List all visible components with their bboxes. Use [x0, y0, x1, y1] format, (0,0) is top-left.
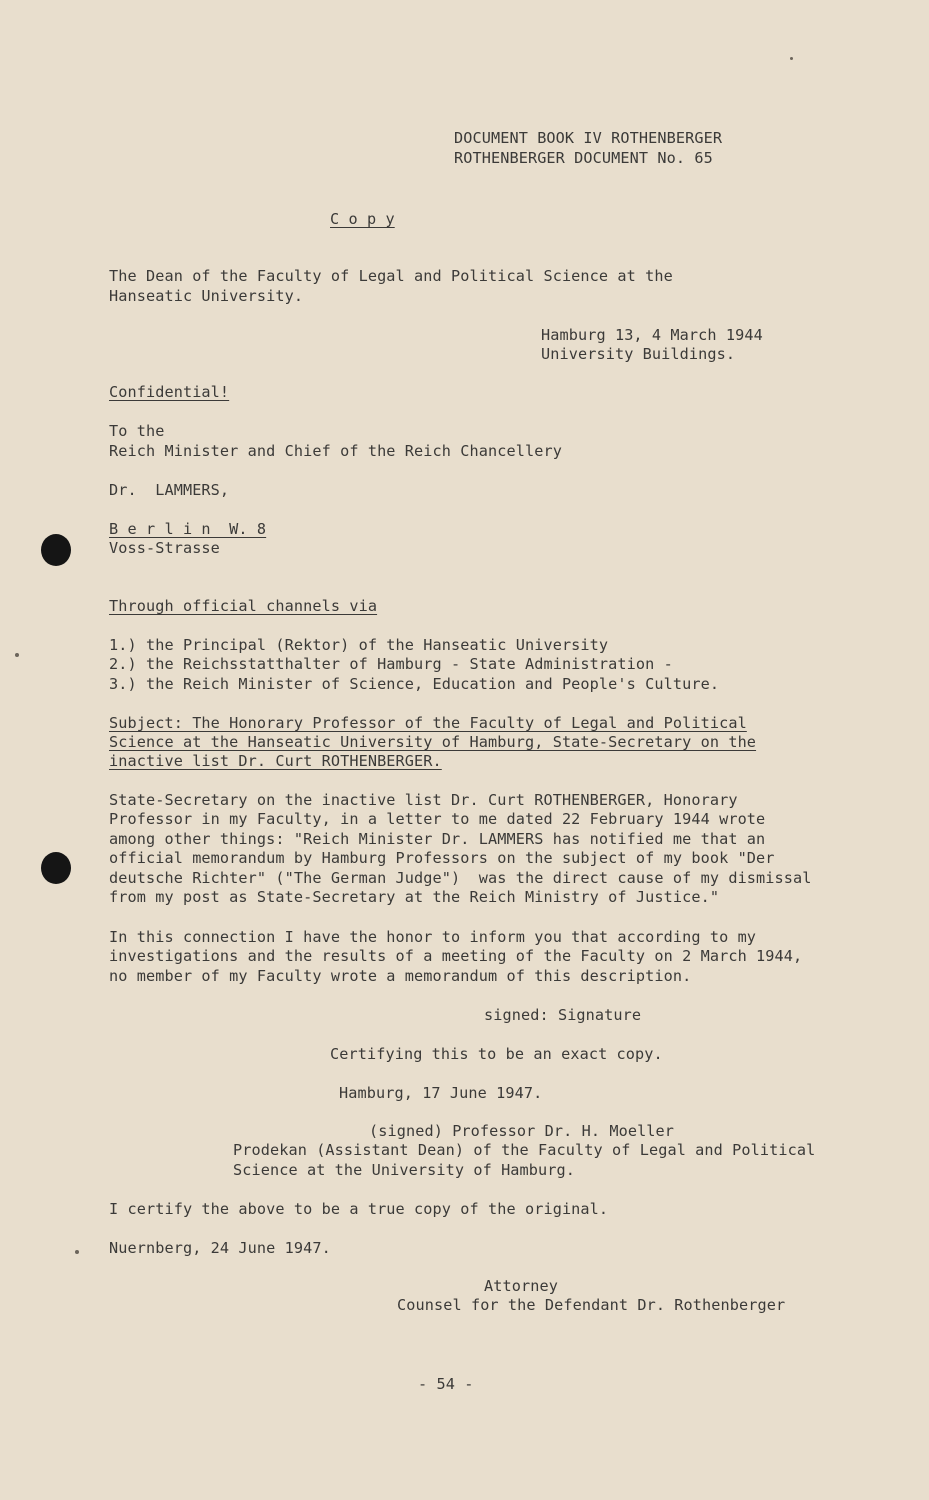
paragraph-1-line: from my post as State-Secretary at the Reich Ministry of Justice.": [109, 888, 720, 906]
channel-item-3: 3.) the Reich Minister of Science, Education and People's Culture.: [109, 675, 720, 693]
subject-line-3: inactive list Dr. Curt ROTHENBERGER.: [109, 752, 442, 770]
nuernberg-date: Nuernberg, 24 June 1947.: [109, 1239, 331, 1257]
moeller-title: Prodekan (Assistant Dean) of the Faculty of Legal and Political: [233, 1141, 816, 1159]
paragraph-2-line: In this connection I have the honor to inform you that according to my: [109, 928, 757, 946]
moeller-university: Science at the University of Hamburg.: [233, 1161, 576, 1179]
moeller-signed: (signed) Professor Dr. H. Moeller: [369, 1122, 675, 1140]
copy-title: C o p y: [330, 210, 395, 228]
addressee-line-1: To the: [109, 422, 165, 440]
punch-hole-top: [41, 534, 71, 566]
addressee-line-2: Reich Minister and Chief of the Reich Chancellery: [109, 442, 562, 460]
certify-statement: I certify the above to be a true copy of the original.: [109, 1200, 609, 1218]
document-book-label: DOCUMENT BOOK IV ROTHENBERGER: [454, 129, 723, 147]
paragraph-1-line: official memorandum by Hamburg Professors on the subject of my book "Der: [109, 849, 775, 867]
hamburg-date: Hamburg, 17 June 1947.: [339, 1084, 543, 1102]
speck: [75, 1250, 79, 1254]
channel-item-1: 1.) the Principal (Rektor) of the Hanseatic University: [109, 636, 609, 654]
counsel-label: Counsel for the Defendant Dr. Rothenberger: [397, 1296, 786, 1314]
subject-line-2: Science at the Hanseatic University of Hamburg, State-Secretary on the: [109, 733, 757, 751]
channels-heading: Through official channels via: [109, 597, 378, 615]
sender-line-1: The Dean of the Faculty of Legal and Political Science at the: [109, 267, 673, 285]
paragraph-2-line: investigations and the results of a meeting of the Faculty on 2 March 1944,: [109, 947, 803, 965]
attorney-label: Attorney: [484, 1277, 558, 1295]
addressee-street: Voss-Strasse: [109, 539, 220, 557]
signed-signature: signed: Signature: [484, 1006, 642, 1024]
document-number-label: ROTHENBERGER DOCUMENT No. 65: [454, 149, 713, 167]
sender-line-2: Hanseatic University.: [109, 287, 304, 305]
certifying-copy: Certifying this to be an exact copy.: [330, 1045, 663, 1063]
speck: [790, 57, 793, 60]
paragraph-2-line: no member of my Faculty wrote a memorandum of this description.: [109, 967, 692, 985]
addressee-name: Dr. LAMMERS,: [109, 481, 230, 499]
confidential-label: Confidential!: [109, 383, 230, 401]
paragraph-1-line: deutsche Richter" ("The German Judge") was the direct cause of my dismissal: [109, 869, 812, 887]
addressee-city: B e r l i n W. 8: [109, 520, 267, 538]
place-date: Hamburg 13, 4 March 1944: [541, 326, 763, 344]
place-building: University Buildings.: [541, 345, 736, 363]
paragraph-1-line: State-Secretary on the inactive list Dr. Curt ROTHENBERGER, Honorary: [109, 791, 738, 809]
punch-hole-bottom: [41, 852, 71, 884]
subject-line-1: Subject: The Honorary Professor of the Faculty of Legal and Political: [109, 714, 747, 732]
channel-item-2: 2.) the Reichsstatthalter of Hamburg - State Administration -: [109, 655, 673, 673]
page-number: - 54 -: [418, 1375, 474, 1393]
paragraph-1-line: Professor in my Faculty, in a letter to me dated 22 February 1944 wrote: [109, 810, 766, 828]
paragraph-1-line: among other things: "Reich Minister Dr. LAMMERS has notified me that an: [109, 830, 766, 848]
speck: [15, 653, 19, 657]
